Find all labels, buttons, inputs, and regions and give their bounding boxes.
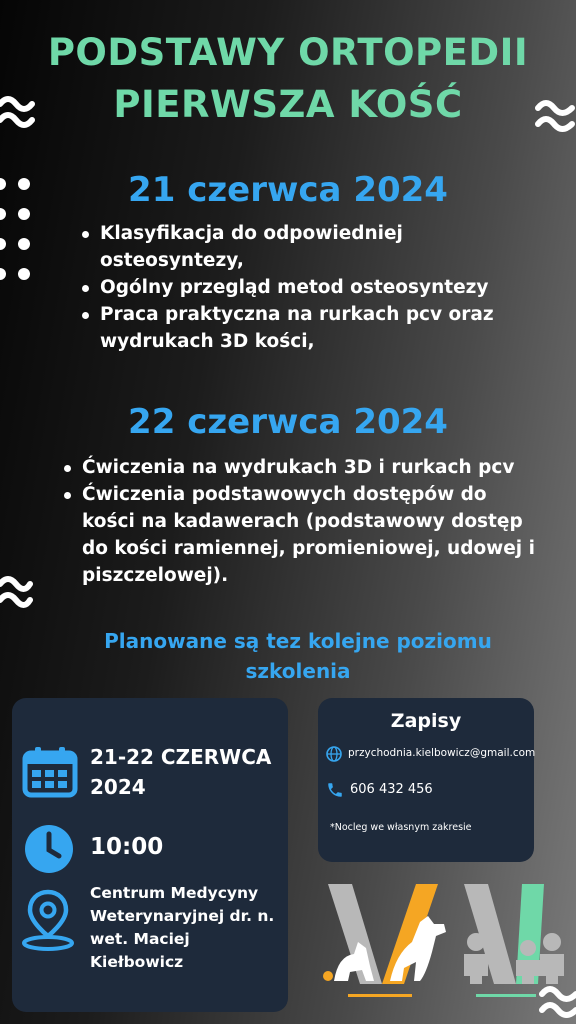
day2-date-heading: 22 czerwca 2024 (128, 402, 448, 442)
list-item: Praca praktyczna na rurkach pcv oraz wydrukach 3D kości, (80, 301, 530, 355)
planned-note: Planowane są tez kolejne poziomu szkolenia (104, 629, 492, 683)
signup-email[interactable]: przychodnia.kielbowicz@gmail.com (348, 747, 536, 759)
list-item: Ogólny przegląd metod osteosyntezy (80, 274, 530, 301)
event-dates: 21-22 CZERWCA 2024 (90, 745, 272, 799)
day1-date-heading: 21 czerwca 2024 (128, 170, 448, 210)
location-pin-icon (20, 888, 76, 952)
list-item: Ćwiczenia podstawowych dostępów do kości na kadawerach (podstawowy dostęp do kości ramiennej, promieniowej, udowej i piszczelowej). (62, 481, 542, 589)
squiggle-decoration (0, 572, 44, 612)
phone-icon (326, 781, 344, 799)
signup-title: Zapisy (390, 710, 462, 732)
list-item: Ćwiczenia na wydrukach 3D i rurkach pcv (62, 454, 542, 481)
squiggle-decoration (532, 96, 576, 136)
vet-logo-people (458, 876, 566, 1002)
vet-logo-animals (320, 876, 456, 1002)
title-line-1: PODSTAWY ORTOPEDII (47, 31, 529, 74)
event-location: Centrum Medycyny Weterynaryjnej dr. n. wet. Maciej Kiełbowicz (90, 884, 275, 971)
event-time: 10:00 (90, 834, 164, 860)
squiggle-decoration (0, 92, 44, 132)
title-line-2: PIERWSZA KOŚĆ (113, 83, 463, 126)
list-item: Klasyfikacja do odpowiedniej osteosyntezy, (80, 220, 530, 274)
day1-list (80, 220, 530, 355)
calendar-icon (22, 746, 78, 798)
globe-icon (326, 746, 342, 762)
signup-note: *Nocleg we własnym zakresie (330, 822, 472, 833)
signup-card (318, 698, 534, 862)
day2-list (62, 454, 542, 589)
event-info-card (12, 698, 288, 1012)
signup-phone[interactable]: 606 432 456 (350, 782, 433, 797)
clock-icon (24, 824, 74, 874)
